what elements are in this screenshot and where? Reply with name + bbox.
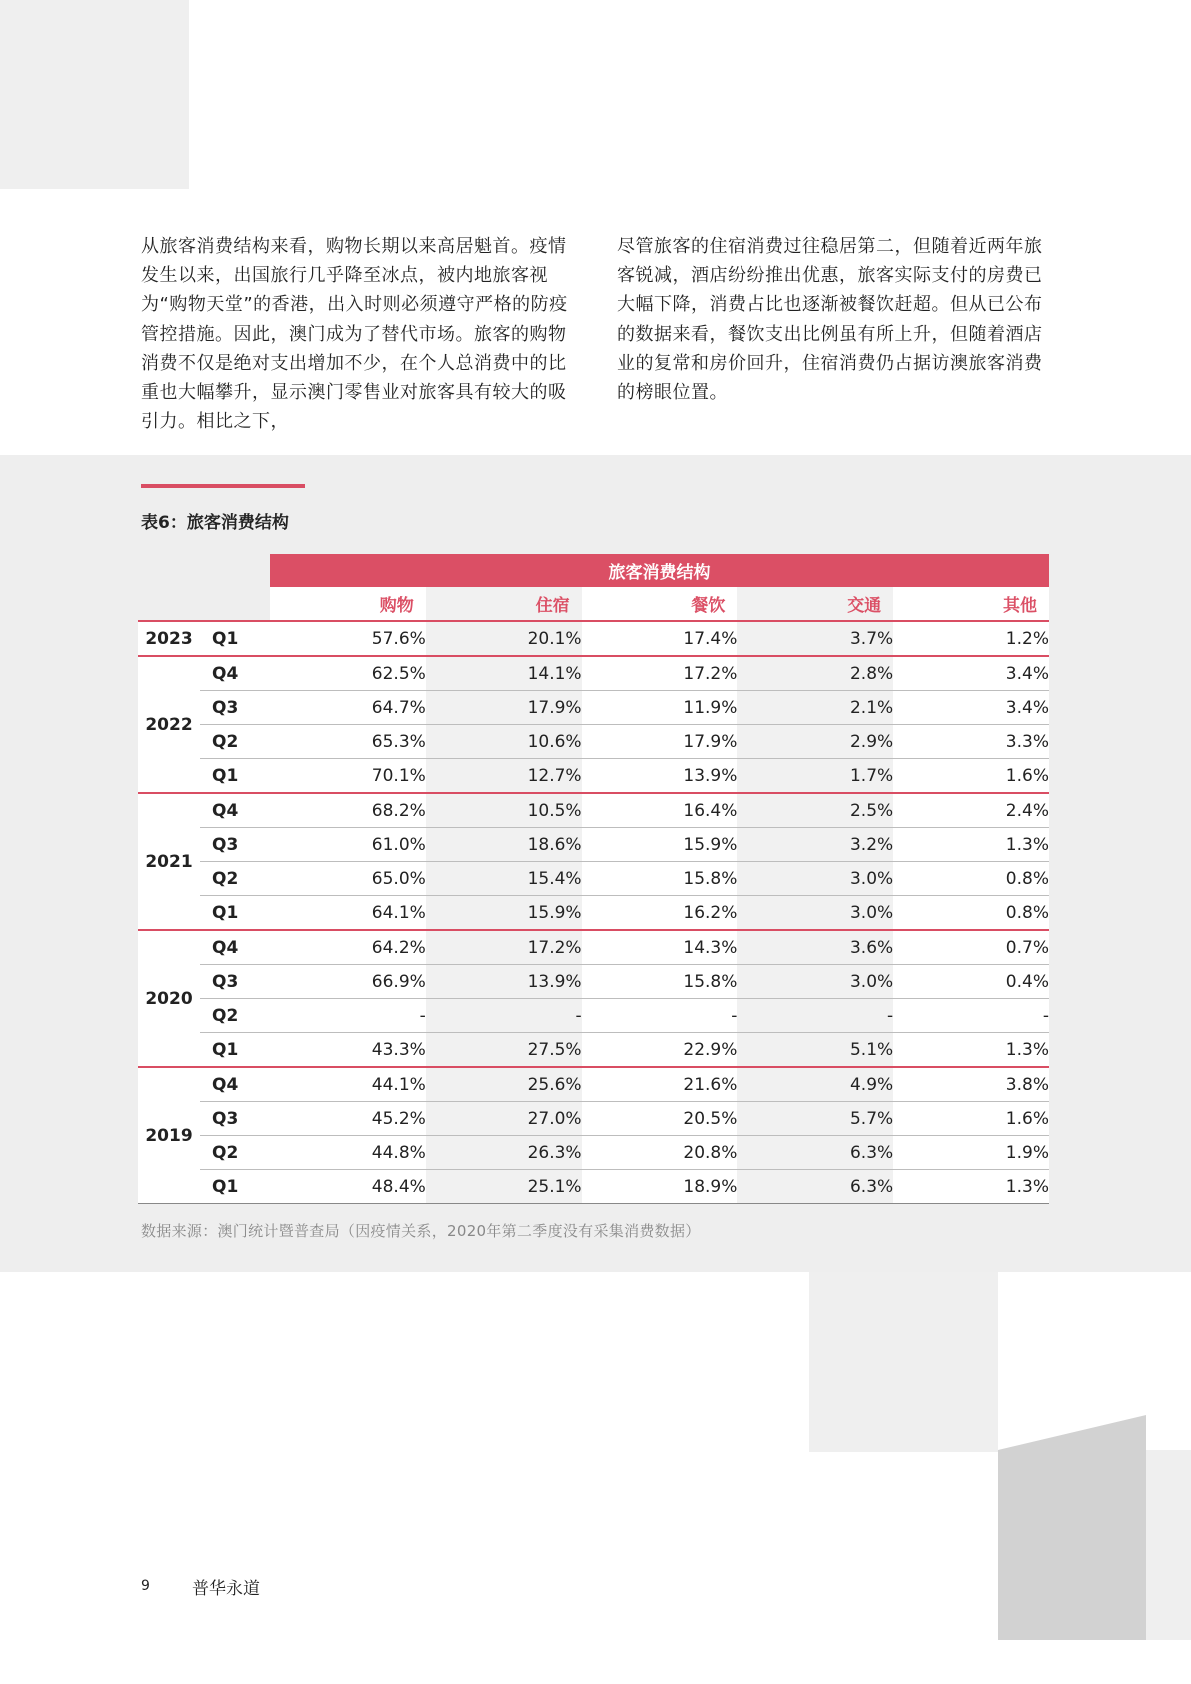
quarter-cell: Q1 — [200, 896, 270, 931]
value-cell: 1.3% — [893, 828, 1049, 862]
value-cell: 22.9% — [582, 1033, 738, 1068]
value-cell: 17.4% — [582, 621, 738, 656]
footer-brand: 普华永道 — [192, 1579, 260, 1599]
value-cell: 17.2% — [426, 930, 582, 965]
value-cell: 12.7% — [426, 759, 582, 794]
value-cell: 62.5% — [270, 656, 426, 691]
value-cell: 15.8% — [582, 965, 738, 999]
quarter-cell: Q4 — [200, 930, 270, 965]
value-cell: 2.9% — [737, 725, 893, 759]
accent-line — [141, 484, 305, 488]
consumption-table — [138, 554, 1049, 1204]
quarter-cell: Q3 — [200, 965, 270, 999]
value-cell: 68.2% — [270, 793, 426, 828]
table-title: 表6：旅客消费结构 — [141, 513, 289, 533]
value-cell: 1.2% — [893, 621, 1049, 656]
value-cell: 15.9% — [582, 828, 738, 862]
year-cell: 2022 — [138, 656, 200, 793]
value-cell: 0.8% — [893, 862, 1049, 896]
value-cell: - — [737, 999, 893, 1033]
table-row — [138, 965, 1049, 999]
value-cell: 3.4% — [893, 691, 1049, 725]
value-cell: 6.3% — [737, 1136, 893, 1170]
table-row — [138, 656, 1049, 691]
col-header-lodging: 住宿 — [426, 587, 582, 621]
table-row — [138, 1170, 1049, 1204]
quarter-cell: Q2 — [200, 862, 270, 896]
value-cell: 15.4% — [426, 862, 582, 896]
value-cell: 13.9% — [582, 759, 738, 794]
top-left-decor-block — [0, 0, 189, 189]
value-cell: 3.7% — [737, 621, 893, 656]
value-cell: 27.0% — [426, 1102, 582, 1136]
value-cell: 21.6% — [582, 1067, 738, 1102]
value-cell: 16.2% — [582, 896, 738, 931]
value-cell: 2.1% — [737, 691, 893, 725]
value-cell: 48.4% — [270, 1170, 426, 1204]
col-header-shopping: 购物 — [270, 587, 426, 621]
value-cell: - — [582, 999, 738, 1033]
value-cell: 0.7% — [893, 930, 1049, 965]
table-row — [138, 759, 1049, 794]
value-cell: 1.9% — [893, 1136, 1049, 1170]
table-row — [138, 621, 1049, 656]
table-row — [138, 691, 1049, 725]
value-cell: 3.3% — [893, 725, 1049, 759]
value-cell: 17.2% — [582, 656, 738, 691]
value-cell: - — [270, 999, 426, 1033]
value-cell: 3.2% — [737, 828, 893, 862]
value-cell: 18.6% — [426, 828, 582, 862]
value-cell: 25.1% — [426, 1170, 582, 1204]
col-header-other: 其他 — [893, 587, 1049, 621]
value-cell: 61.0% — [270, 828, 426, 862]
quarter-cell: Q4 — [200, 793, 270, 828]
table-row — [138, 999, 1049, 1033]
value-cell: 1.6% — [893, 1102, 1049, 1136]
table-banner-row — [138, 554, 1049, 587]
value-cell: 20.8% — [582, 1136, 738, 1170]
value-cell: 5.7% — [737, 1102, 893, 1136]
table-row — [138, 725, 1049, 759]
value-cell: 20.1% — [426, 621, 582, 656]
quarter-cell: Q3 — [200, 691, 270, 725]
year-cell: 2021 — [138, 793, 200, 930]
column-header-row — [138, 587, 1049, 621]
value-cell: 65.0% — [270, 862, 426, 896]
table-row — [138, 1102, 1049, 1136]
year-cell: 2020 — [138, 930, 200, 1067]
value-cell: 15.9% — [426, 896, 582, 931]
value-cell: 10.6% — [426, 725, 582, 759]
quarter-cell: Q4 — [200, 656, 270, 691]
value-cell: 64.7% — [270, 691, 426, 725]
value-cell: 44.1% — [270, 1067, 426, 1102]
value-cell: 0.8% — [893, 896, 1049, 931]
value-cell: 2.5% — [737, 793, 893, 828]
quarter-cell: Q1 — [200, 759, 270, 794]
value-cell: 11.9% — [582, 691, 738, 725]
value-cell: 17.9% — [426, 691, 582, 725]
value-cell: 64.1% — [270, 896, 426, 931]
value-cell: - — [893, 999, 1049, 1033]
value-cell: 14.1% — [426, 656, 582, 691]
value-cell: 3.0% — [737, 896, 893, 931]
value-cell: 5.1% — [737, 1033, 893, 1068]
value-cell: 13.9% — [426, 965, 582, 999]
value-cell: 26.3% — [426, 1136, 582, 1170]
value-cell: 0.4% — [893, 965, 1049, 999]
value-cell: 2.4% — [893, 793, 1049, 828]
value-cell: 10.5% — [426, 793, 582, 828]
value-cell: 1.7% — [737, 759, 893, 794]
quarter-cell: Q4 — [200, 1067, 270, 1102]
quarter-cell: Q3 — [200, 1102, 270, 1136]
value-cell: 3.4% — [893, 656, 1049, 691]
data-source-note: 数据来源：澳门统计暨普查局（因疫情关系，2020年第二季度没有采集消费数据） — [141, 1222, 701, 1240]
value-cell: 3.0% — [737, 862, 893, 896]
page-number: 9 — [141, 1578, 150, 1594]
value-cell: 2.8% — [737, 656, 893, 691]
value-cell: - — [426, 999, 582, 1033]
value-cell: 3.8% — [893, 1067, 1049, 1102]
table-row — [138, 1067, 1049, 1102]
right-column — [617, 232, 1047, 407]
col-header-dining: 餐饮 — [582, 587, 738, 621]
table-banner: 旅客消费结构 — [270, 554, 1049, 587]
quarter-cell: Q3 — [200, 828, 270, 862]
quarter-cell: Q1 — [200, 621, 270, 656]
table-row — [138, 862, 1049, 896]
value-cell: 16.4% — [582, 793, 738, 828]
value-cell: 45.2% — [270, 1102, 426, 1136]
value-cell: 3.6% — [737, 930, 893, 965]
quarter-cell: Q2 — [200, 1136, 270, 1170]
table-row — [138, 896, 1049, 931]
value-cell: 1.3% — [893, 1170, 1049, 1204]
table-row — [138, 793, 1049, 828]
quarter-cell: Q1 — [200, 1033, 270, 1068]
value-cell: 4.9% — [737, 1067, 893, 1102]
value-cell: 15.8% — [582, 862, 738, 896]
right-paragraph: 尽管旅客的住宿消费过往稳居第二，但随着近两年旅客锐减，酒店纷纷推出优惠，旅客实际支付的房费已大幅下降，消费占比也逐渐被餐饮赶超。但从已公布的数据来看，餐饮支出比例虽有所上升，但随着酒店业的复常和房价回升，住宿消费仍占据访澳旅客消费的榜眼位置。 — [617, 236, 1043, 404]
value-cell: 27.5% — [426, 1033, 582, 1068]
left-paragraph: 从旅客消费结构来看，购物长期以来高居魁首。疫情发生以来，出国旅行几乎降至冰点，被内地旅客视为“购物天堂”的香港，出入时则必须遵守严格的防疫管控措施。因此，澳门成为了替代市场。旅客的购物消费不仅是绝对支出增加不少，在个人总消费中的比重也大幅攀升，显示澳门零售业对旅客具有较大的吸引力。相比之下， — [141, 236, 568, 433]
value-cell: 43.3% — [270, 1033, 426, 1068]
left-column — [141, 232, 571, 436]
table-row — [138, 1033, 1049, 1068]
col-header-transport: 交通 — [737, 587, 893, 621]
year-cell: 2023 — [138, 621, 200, 656]
value-cell: 20.5% — [582, 1102, 738, 1136]
table-row — [138, 828, 1049, 862]
year-cell: 2019 — [138, 1067, 200, 1204]
value-cell: 65.3% — [270, 725, 426, 759]
value-cell: 17.9% — [582, 725, 738, 759]
value-cell: 18.9% — [582, 1170, 738, 1204]
bottom-right-decor-block — [809, 1272, 998, 1452]
value-cell: 6.3% — [737, 1170, 893, 1204]
value-cell: 57.6% — [270, 621, 426, 656]
value-cell: 3.0% — [737, 965, 893, 999]
value-cell: 64.2% — [270, 930, 426, 965]
value-cell: 66.9% — [270, 965, 426, 999]
decor-slant-shape — [998, 1415, 1148, 1640]
value-cell: 70.1% — [270, 759, 426, 794]
value-cell: 44.8% — [270, 1136, 426, 1170]
quarter-cell: Q2 — [200, 999, 270, 1033]
table-row — [138, 930, 1049, 965]
value-cell: 14.3% — [582, 930, 738, 965]
value-cell: 1.6% — [893, 759, 1049, 794]
table-row — [138, 1136, 1049, 1170]
quarter-cell: Q1 — [200, 1170, 270, 1204]
value-cell: 1.3% — [893, 1033, 1049, 1068]
value-cell: 25.6% — [426, 1067, 582, 1102]
quarter-cell: Q2 — [200, 725, 270, 759]
